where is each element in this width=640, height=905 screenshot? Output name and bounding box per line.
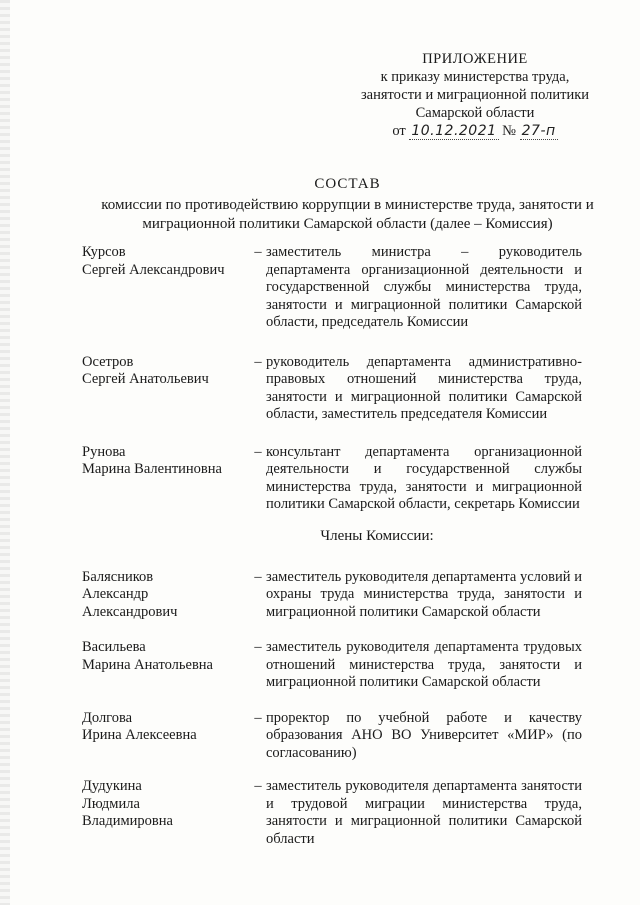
- surname: Рунова: [82, 443, 126, 460]
- member-row: [82, 639, 582, 692]
- person-name: [82, 244, 250, 332]
- surname: Балясников: [82, 568, 154, 585]
- document-subtitle-line-1: комиссии по противодействию коррупции в министерстве труда, занятости и: [101, 197, 594, 213]
- given-name: Людмила: [82, 795, 140, 812]
- order-number-prefix: №: [502, 123, 516, 139]
- document-subtitle-line-2: миграционной политики Самарской области (далее – Комиссия): [142, 216, 553, 232]
- member-row: [82, 778, 582, 848]
- dash-separator: –: [254, 639, 262, 655]
- dash-separator: –: [254, 353, 262, 370]
- dash-separator: –: [254, 709, 262, 726]
- surname: Долгова: [82, 709, 133, 726]
- dash-separator: –: [254, 244, 262, 260]
- person-position: проректор по учебной работе и качеству образования АНО ВО Университет «МИР» (по согласованию): [266, 709, 582, 761]
- person-position: заместитель руководителя департамента трудовых отношений министерства труда, занятости и миграционной политики Самарской области: [266, 639, 582, 690]
- surname: Курсов: [82, 244, 126, 260]
- given-names: Сергей Александрович: [82, 261, 225, 278]
- given-names: Ирина Алексеевна: [82, 727, 197, 743]
- surname: Осетров: [82, 353, 134, 370]
- members-heading: Члены Комиссии:: [320, 527, 434, 544]
- member-row: [82, 710, 582, 763]
- document-heading: СОСТАВ: [314, 176, 381, 192]
- leader-row: [82, 244, 582, 332]
- member-row: [82, 569, 582, 622]
- person-name: [82, 710, 250, 763]
- appendix-header: [340, 50, 610, 140]
- leader-row: [82, 444, 582, 514]
- given-names: Сергей Анатольевич: [82, 371, 209, 387]
- appendix-line-1: к приказу министерства труда,: [380, 69, 570, 85]
- given-names: Марина Валентиновна: [82, 461, 222, 477]
- person-name: [82, 778, 250, 848]
- patronymic: Александрович: [82, 603, 178, 620]
- appendix-line-3: Самарской области: [415, 105, 535, 121]
- person-name: [82, 639, 250, 692]
- appendix-line-2: занятости и миграционной политики: [360, 87, 590, 103]
- appendix-title: ПРИЛОЖЕНИЕ: [422, 51, 528, 67]
- leader-row: [82, 354, 582, 424]
- order-date-handwritten: 10.12.2021: [411, 123, 497, 139]
- document-title-block: [90, 175, 605, 234]
- order-prefix: от: [392, 123, 406, 139]
- dash-separator: –: [254, 568, 262, 585]
- person-name: [82, 354, 250, 424]
- person-name: [82, 569, 250, 622]
- person-position: заместитель министра – руководитель департамента организационной деятельности и государственной службы министерства труда, занятости и миграционной политики Самарской области, председатель Комиссии: [266, 244, 582, 330]
- patronymic: Владимировна: [82, 813, 173, 829]
- surname: Васильева: [82, 639, 146, 655]
- given-names: Марина Анатольевна: [82, 656, 213, 673]
- surname: Дудукина: [82, 778, 142, 794]
- commission-composition: [82, 244, 582, 848]
- order-number-handwritten: 27-п: [521, 123, 556, 139]
- person-position: заместитель руководителя департамента условий и охраны труда министерства труда, занятости и миграционной политики Самарской области: [266, 568, 582, 620]
- dash-separator: –: [254, 778, 262, 794]
- person-position: руководитель департамента административно-правовых отношений министерства труда, занятости и миграционной политики Самарской области, заместитель председателя Комиссии: [266, 353, 582, 422]
- dash-separator: –: [254, 443, 262, 460]
- person-position: заместитель руководителя департамента занятости и трудовой миграции министерства труда, занятости и миграционной политики Самарской области: [266, 778, 582, 847]
- order-reference: [340, 122, 610, 140]
- person-name: [82, 444, 250, 514]
- person-position: консультант департамента организационной деятельности и государственной службы министерства труда, занятости и миграционной политики Самарской области, секретарь Комиссии: [266, 443, 582, 512]
- scan-edge-artifact: [0, 0, 10, 905]
- given-name: Александр: [82, 586, 149, 602]
